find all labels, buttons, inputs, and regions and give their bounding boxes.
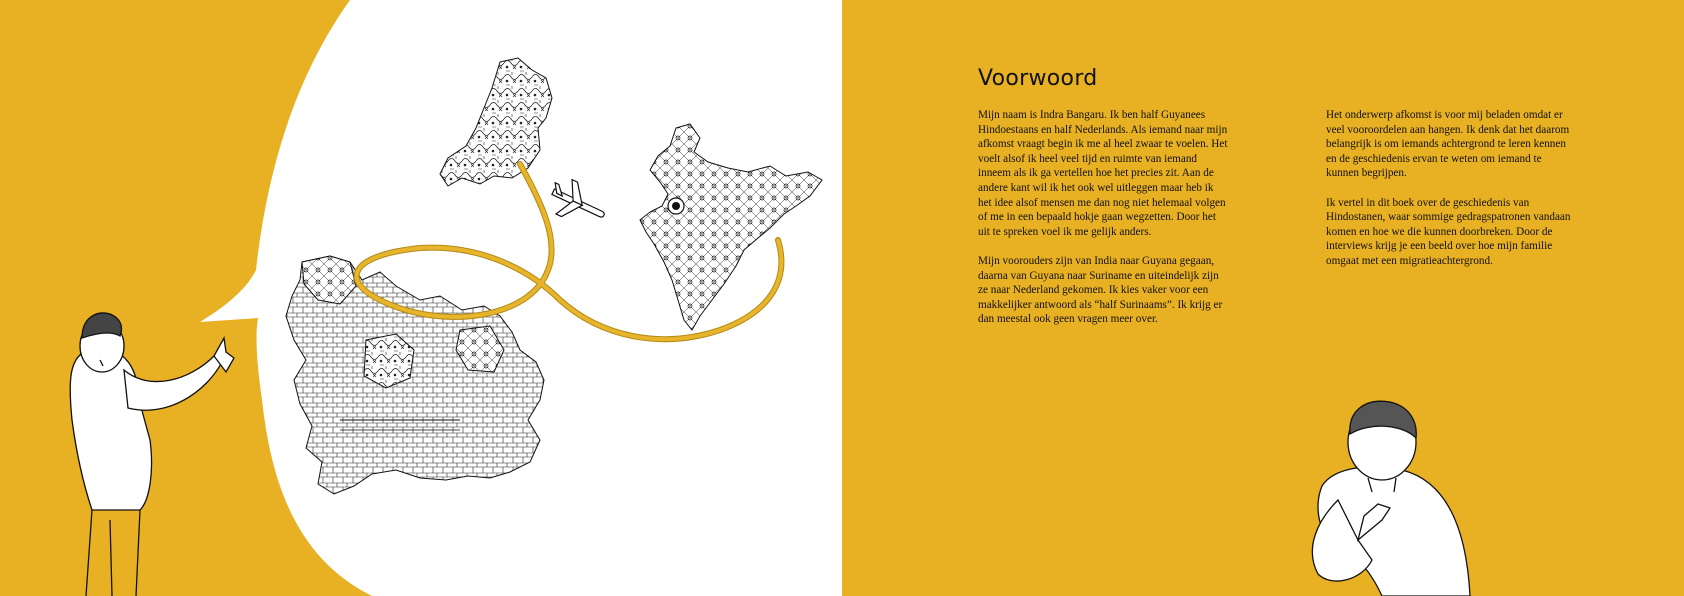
page-title: Voorwoord — [978, 66, 1098, 91]
text-column-1 — [978, 108, 1228, 342]
paragraph: Mijn naam is Indra Bangaru. Ik ben half Guyanees Hindoestaans en half Nederlands. Als iemand naar mijn afkomst vraagt begin ik me al heel zwaar te voelen. Het voelt alsof ik heel veel tijd en ruimte van iemand inneem als ik ga vertellen hoe het precies zit. Aan de andere kant wil ik het ook wel uitleggen maar heb ik het idee alsof mensen me dan nog niet helemaal volgen of me in een bepaald hokje gaan wegzetten. Door het uit te spreken voel ik me gelijk anders. — [978, 109, 1228, 238]
paragraph: Mijn voorouders zijn van India naar Guyana gegaan, daarna van Guyana naar Suriname en uiteindelijk zijn ze naar Nederland gekomen. Ik kies vaker voor een makkelijker antwoord als “half Surinaams”. Ik krijg er dan meestal ook geen vragen meer over. — [978, 254, 1223, 326]
right-page-illustration — [842, 0, 1684, 596]
paragraph: Het onderwerp afkomst is voor mij beladen omdat er veel vooroordelen aan hangen. Ik denk dat het daarom belangrijk is om iemands achtergrond te leren kennen en de geschiedenis ervan te weten om iemand te kunnen begrijpen. — [1326, 109, 1570, 180]
paragraph: Ik vertel in dit boek over de geschiedenis van Hindostanen, waar sommige gedragspatronen vandaan komen en hoe we die kunnen doorbreken. Door de interviews krijg je een beeld over hoe mijn familie omgaat met een migratieachtergrond. — [1326, 196, 1571, 267]
woman-pointing-illustration — [70, 313, 234, 596]
right-page — [842, 0, 1684, 596]
text-column-2 — [1326, 108, 1576, 283]
person-from-behind-illustration — [1312, 401, 1470, 596]
